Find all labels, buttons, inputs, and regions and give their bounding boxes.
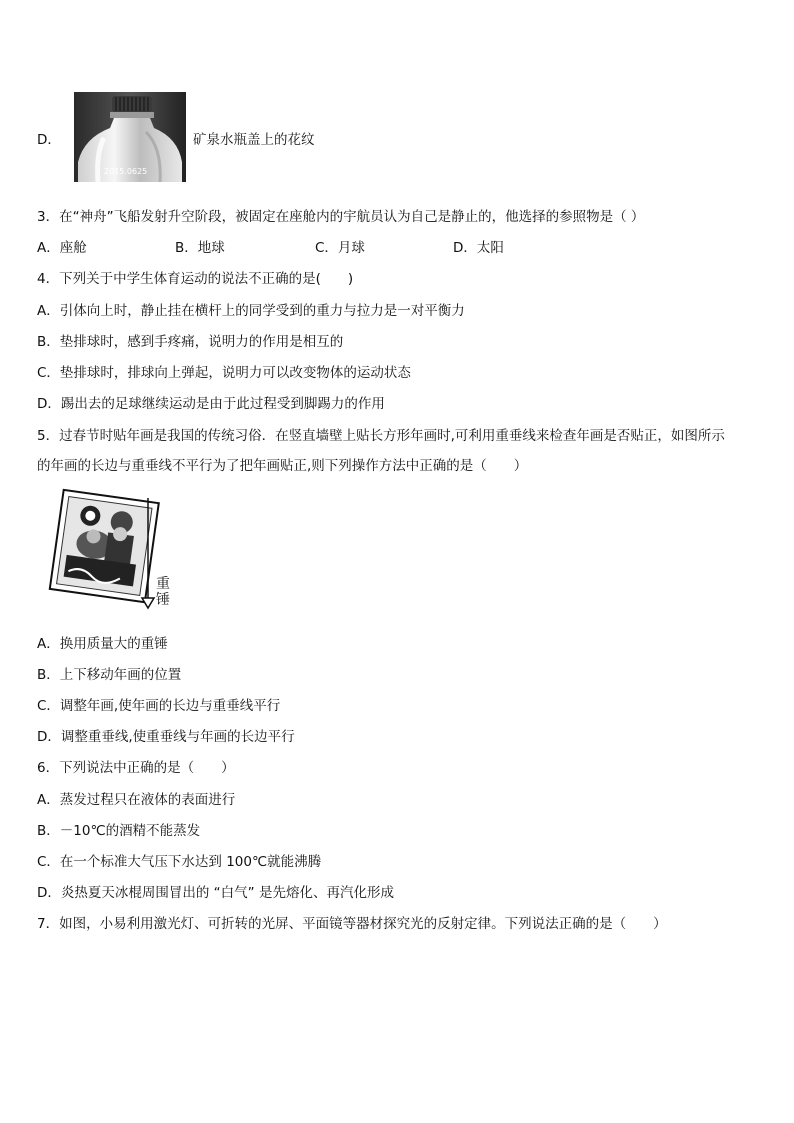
q4-option-b: B．垫排球时，感到手疼痛，说明力的作用是相互的 xyxy=(37,334,344,350)
q3-options xyxy=(37,239,504,257)
q5-stem-line2: 的年画的长边与重垂线不平行为了把年画贴正,则下列操作方法中正确的是（ ） xyxy=(37,458,528,474)
q5-stem-line1: 5．过春节时贴年画是我国的传统习俗．在竖直墙壁上贴长方形年画时,可利用重垂线来检查年画是否贴正，如图所示 xyxy=(37,428,725,444)
q5-option-a: A．换用质量大的重锤 xyxy=(37,636,168,652)
q4-stem: 4．下列关于中学生体育运动的说法不正确的是( ) xyxy=(37,271,354,287)
q6-option-d: D．炎热夏天冰棍周围冒出的 “白气” 是先熔化、再汽化形成 xyxy=(37,885,394,901)
q3-option-b: B．地球 xyxy=(175,240,225,256)
q7-stem: 7．如图，小易利用激光灯、可折转的光屏、平面镜等器材探究光的反射定律。下列说法正确的是（ ） xyxy=(37,916,667,932)
q3-option-c: C．月球 xyxy=(315,240,365,256)
q6-option-b: B．－10℃的酒精不能蒸发 xyxy=(37,823,201,839)
photo-date-stamp: 2015.0625 xyxy=(104,167,148,176)
new-year-painting-figure xyxy=(44,488,184,616)
q5-option-b: B．上下移动年画的位置 xyxy=(37,667,182,683)
q2-option-d-text: 矿泉水瓶盖上的花纹 xyxy=(193,132,315,148)
q5-option-c: C．调整年画,使年画的长边与重垂线平行 xyxy=(37,698,281,714)
q4-option-c: C．垫排球时，排球向上弹起，说明力可以改变物体的运动状态 xyxy=(37,365,411,381)
q6-stem: 6．下列说法中正确的是（ ） xyxy=(37,760,235,776)
q3-stem: 3．在“神舟”飞船发射升空阶段，被固定在座舱内的宇航员认为自己是静止的，他选择的参照物是（ ） xyxy=(37,209,645,225)
q3-option-d: D．太阳 xyxy=(453,240,504,256)
q6-option-c: C．在一个标准大气压下水达到 100℃就能沸腾 xyxy=(37,854,322,870)
q3-option-a: A．座舱 xyxy=(37,240,87,256)
q5-option-d: D．调整重垂线,使重垂线与年画的长边平行 xyxy=(37,729,295,745)
q4-option-d: D．踢出去的足球继续运动是由于此过程受到脚踢力的作用 xyxy=(37,396,385,412)
q6-option-a: A．蒸发过程只在液体的表面进行 xyxy=(37,792,236,808)
bottle-cap-photo xyxy=(74,92,186,182)
q2-option-d-letter: D． xyxy=(37,132,61,148)
plumb-bob-label: 重锤 xyxy=(156,576,170,608)
q4-option-a: A．引体向上时，静止挂在横杆上的同学受到的重力与拉力是一对平衡力 xyxy=(37,303,465,319)
